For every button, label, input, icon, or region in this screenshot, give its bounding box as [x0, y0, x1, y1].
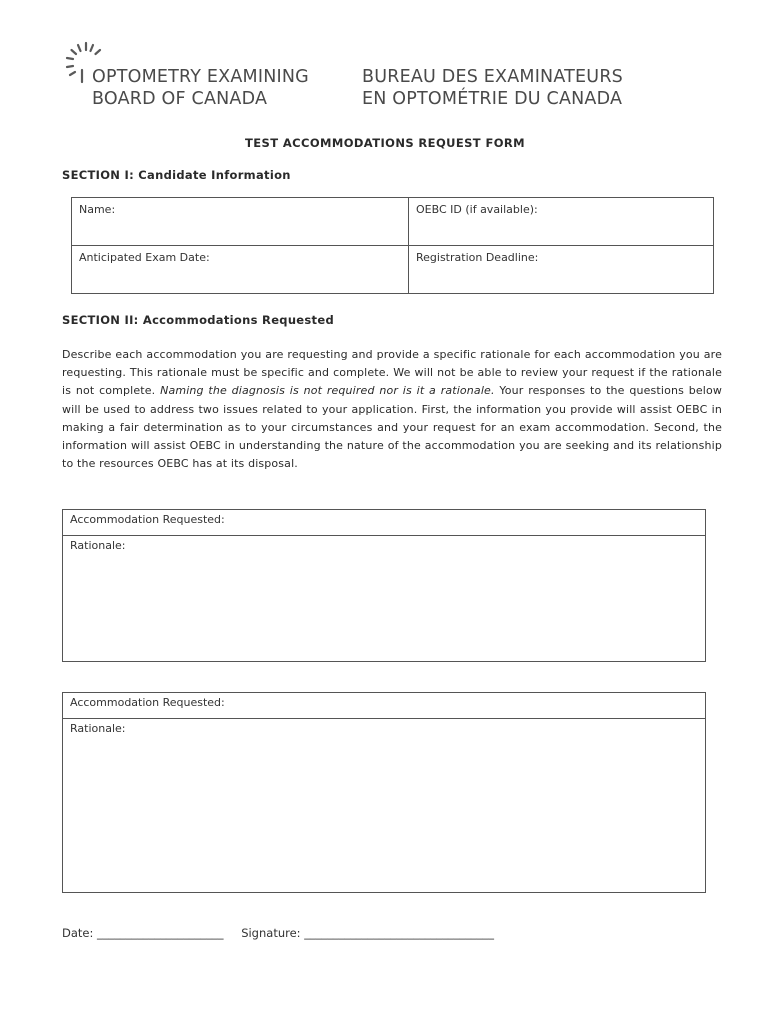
rationale-label: Rationale:	[70, 722, 126, 735]
letterhead	[64, 40, 724, 110]
accommodation-box-1	[62, 509, 706, 662]
accommodation-box-2	[62, 692, 706, 893]
section-1-heading: SECTION I: Candidate Information	[62, 168, 291, 182]
accommodation-requested-label: Accommodation Requested:	[70, 696, 225, 709]
organization-name-french	[362, 66, 623, 110]
description-part2: Your responses to the questions below will be used to address two issues related to your application. First, the information you provide will assist OEBC in making a fair determination as to your circumstances and your request for an exam accommodation. Second, the information will assist OEBC in understanding the nature of the accommodation you are seeking and its relationship to the resources OEBC has at its disposal.	[62, 384, 722, 471]
org-en-line2: BOARD OF CANADA	[92, 89, 268, 109]
registration-deadline-label: Registration Deadline:	[416, 251, 539, 264]
candidate-info-table	[71, 197, 714, 294]
description-part1: Describe each accommodation you are requesting and provide a specific rationale for each accommodation you are requesting. This rationale must be specific and complete. We will not be able to review your request if the rationale is not complete.	[62, 348, 722, 398]
accommodation-requested-field-1[interactable]	[63, 510, 705, 536]
accommodation-requested-field-2[interactable]	[63, 693, 705, 719]
organization-name-english	[92, 66, 309, 110]
form-title: TEST ACCOMMODATIONS REQUEST FORM	[245, 136, 525, 150]
oebc-id-field[interactable]	[409, 198, 714, 246]
signature-line[interactable]: Signature: _________________________________	[241, 926, 494, 940]
exam-date-label: Anticipated Exam Date:	[79, 251, 210, 264]
org-en-line1: OPTOMETRY EXAMINING	[92, 67, 309, 87]
registration-deadline-field[interactable]	[409, 246, 714, 294]
rationale-label: Rationale:	[70, 539, 126, 552]
rationale-field-2[interactable]	[63, 719, 705, 892]
oebc-id-label: OEBC ID (if available):	[416, 203, 538, 216]
name-field[interactable]	[72, 198, 409, 246]
description-italic-note: Naming the diagnosis is not required nor is it a rationale.	[160, 384, 495, 398]
section-2-description	[62, 346, 722, 473]
date-line[interactable]: Date: ______________________	[62, 926, 224, 940]
name-label: Name:	[79, 203, 116, 216]
rationale-field-1[interactable]	[63, 536, 705, 661]
org-fr-line2: EN OPTOMÉTRIE DU CANADA	[362, 89, 623, 109]
accommodation-requested-label: Accommodation Requested:	[70, 513, 225, 526]
org-fr-line1: BUREAU DES EXAMINATEURS	[362, 67, 623, 87]
section-2-heading: SECTION II: Accommodations Requested	[62, 313, 334, 327]
exam-date-field[interactable]	[72, 246, 409, 294]
signature-footer	[62, 926, 494, 940]
